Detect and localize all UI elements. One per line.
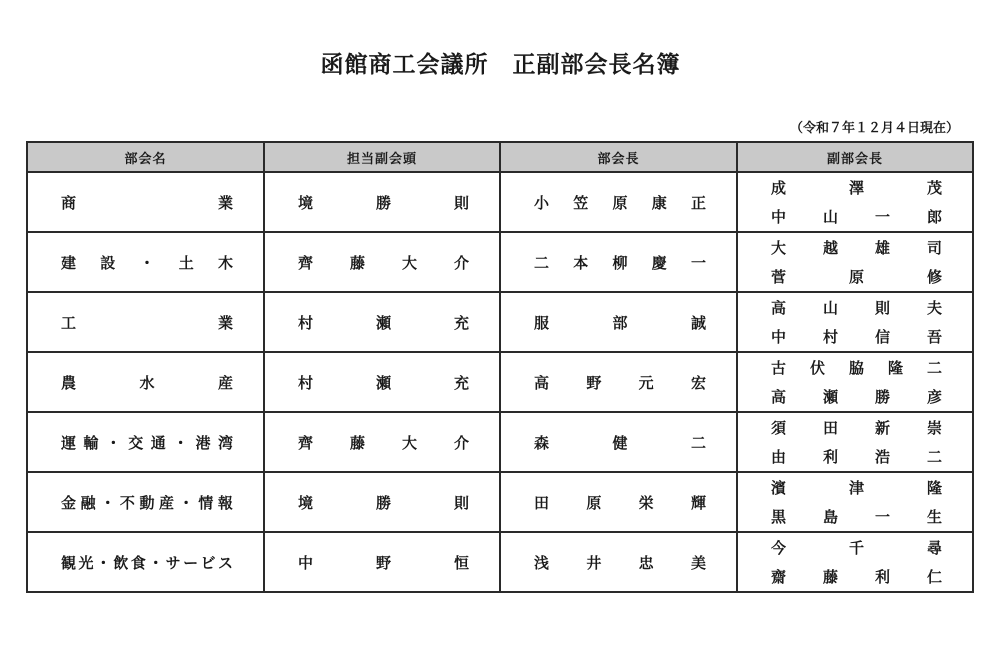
vice-president-name-cell	[264, 172, 500, 232]
vice-president-name: 中 野 恒	[298, 553, 469, 572]
vice-chair-name: 中 山 一 郎	[771, 208, 942, 226]
vice-chair-name: 須 田 新 崇	[771, 419, 942, 437]
chair-name: 二 本 柳 慶 一	[534, 253, 706, 272]
vice-president-name-cell	[264, 412, 500, 472]
chair-name: 浅 井 忠 美	[534, 553, 706, 572]
vice-chairs-cell	[737, 232, 973, 292]
vice-president-name-cell	[264, 532, 500, 592]
as-of-date: （令和７年１２月４日現在）	[789, 121, 959, 136]
vice-chairs-list	[738, 233, 972, 291]
vice-chairs-list	[738, 473, 972, 531]
chair-name: 高 野 元 宏	[534, 373, 706, 392]
section-name: 運 輸 ・ 交 通 ・ 港 湾	[61, 433, 233, 452]
header-section: 部会名	[27, 142, 264, 172]
vice-chair-name: 菅 原 修	[771, 268, 942, 286]
chair-name: 服 部 誠	[534, 313, 706, 332]
header-row	[27, 142, 973, 172]
table-row	[27, 532, 973, 592]
vice-president-name-cell	[264, 352, 500, 412]
chair-name-cell	[500, 292, 737, 352]
vice-president-name: 境 勝 則	[298, 493, 469, 512]
section-name-cell	[27, 532, 264, 592]
vice-chair-name: 古 伏 脇 隆 二	[771, 359, 942, 377]
vice-president-name: 齊 藤 大 介	[298, 253, 469, 272]
vice-chairs-cell	[737, 172, 973, 232]
vice-chair-name: 大 越 雄 司	[771, 239, 942, 257]
table-row	[27, 232, 973, 292]
chair-name-cell	[500, 412, 737, 472]
roster-table	[26, 141, 974, 593]
section-name: 観 光 ・ 飲 食 ・ サ ー ビ ス	[61, 553, 233, 572]
chair-name: 森 健 二	[534, 433, 706, 452]
section-name-cell	[27, 412, 264, 472]
section-name-cell	[27, 352, 264, 412]
vice-chairs-list	[738, 413, 972, 471]
vice-chairs-cell	[737, 412, 973, 472]
vice-chair-name: 高 山 則 夫	[771, 299, 942, 317]
chair-name: 小 笠 原 康 正	[534, 193, 706, 212]
table-row	[27, 352, 973, 412]
vice-chair-name: 由 利 浩 二	[771, 448, 942, 466]
chair-name-cell	[500, 352, 737, 412]
vice-president-name: 村 瀬 充	[298, 373, 469, 392]
section-name-cell	[27, 172, 264, 232]
vice-president-name: 齊 藤 大 介	[298, 433, 469, 452]
chair-name-cell	[500, 232, 737, 292]
vice-president-name: 境 勝 則	[298, 193, 469, 212]
header-vice-president: 担当副会頭	[264, 142, 500, 172]
chair-name-cell	[500, 532, 737, 592]
vice-chair-name: 高 瀬 勝 彦	[771, 388, 942, 406]
section-name: 農 水 産	[61, 373, 233, 392]
header-chair: 部会長	[500, 142, 737, 172]
chair-name-cell	[500, 472, 737, 532]
section-name-cell	[27, 472, 264, 532]
section-name: 金 融 ・ 不 動 産 ・ 情 報	[61, 493, 233, 512]
vice-chairs-cell	[737, 292, 973, 352]
vice-chair-name: 中 村 信 吾	[771, 328, 942, 346]
page-title: 函館商工会議所 正副部会長名簿	[320, 52, 681, 78]
table-row	[27, 292, 973, 352]
vice-chair-name: 成 澤 茂	[771, 179, 942, 197]
table-body	[27, 172, 973, 592]
table-row	[27, 172, 973, 232]
section-name-cell	[27, 232, 264, 292]
chair-name: 田 原 栄 輝	[534, 493, 706, 512]
vice-chairs-list	[738, 533, 972, 591]
vice-chairs-cell	[737, 352, 973, 412]
vice-chairs-cell	[737, 532, 973, 592]
vice-chair-name: 黒 島 一 生	[771, 508, 942, 526]
section-name: 建 設 ・ 土 木	[61, 253, 233, 272]
chair-name-cell	[500, 172, 737, 232]
table-header	[27, 142, 973, 172]
section-name: 商 業	[61, 193, 233, 212]
vice-president-name: 村 瀬 充	[298, 313, 469, 332]
vice-chairs-cell	[737, 472, 973, 532]
vice-chair-name: 今 千 尋	[771, 539, 942, 557]
table-row	[27, 412, 973, 472]
vice-chairs-list	[738, 293, 972, 351]
header-vice-chairs: 副部会長	[737, 142, 973, 172]
vice-chair-name: 齋 藤 利 仁	[771, 568, 942, 586]
vice-chairs-list	[738, 353, 972, 411]
vice-chairs-list	[738, 173, 972, 231]
vice-chair-name: 濱 津 隆	[771, 479, 942, 497]
table-row	[27, 472, 973, 532]
section-name-cell	[27, 292, 264, 352]
vice-president-name-cell	[264, 232, 500, 292]
section-name: 工 業	[61, 313, 233, 332]
vice-president-name-cell	[264, 292, 500, 352]
vice-president-name-cell	[264, 472, 500, 532]
